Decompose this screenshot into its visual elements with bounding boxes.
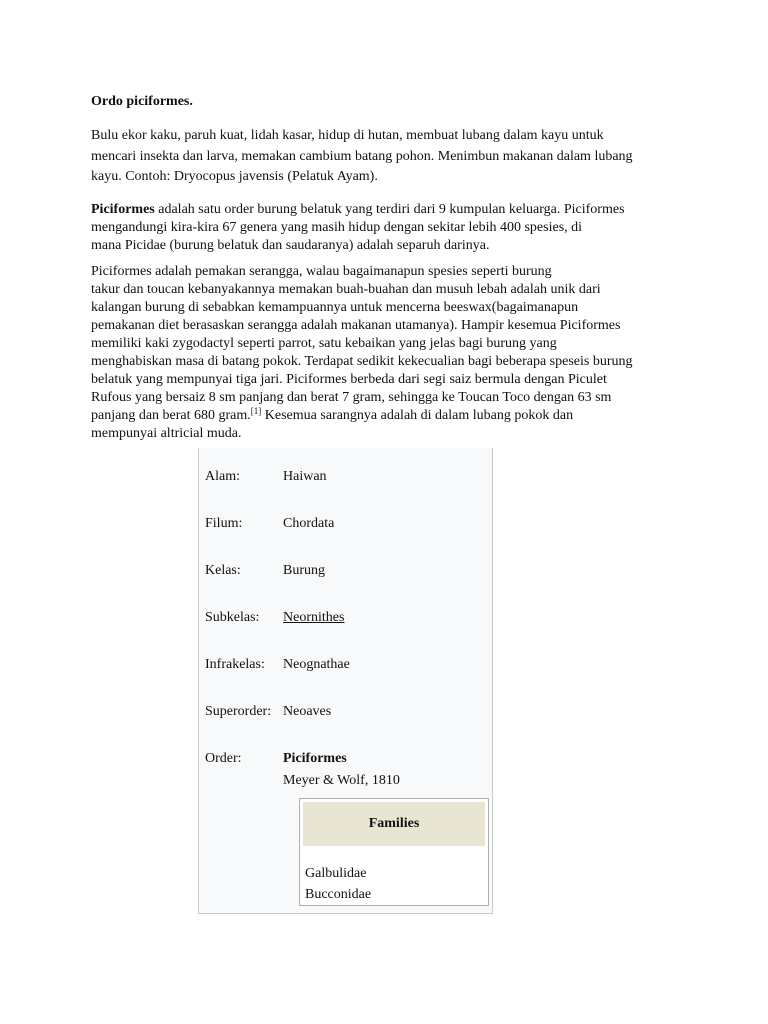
text-line: menghabiskan masa di batang pokok. Terdapat sedikit kekecualian bagi beberapa speseis burung	[91, 354, 633, 369]
text-run: Kesemua sarangnya adalah di dalam lubang pokok dan	[261, 408, 574, 423]
taxonomy-label: Kelas:	[205, 563, 241, 578]
taxonomy-label: Infrakelas:	[205, 657, 265, 672]
text-line: kayu. Contoh: Dryocopus javensis (Pelatuk Ayam).	[91, 169, 378, 184]
families-box	[299, 798, 489, 906]
bold-term: Piciformes	[91, 202, 155, 217]
text-line	[91, 201, 681, 219]
section-heading: Ordo piciformes.	[91, 94, 193, 109]
text-line: mana Picidae (burung belatuk dan saudaranya) adalah separuh darinya.	[91, 238, 490, 253]
text-line: Bulu ekor kaku, paruh kuat, lidah kasar, hidup di hutan, membuat lubang dalam kayu untuk	[91, 128, 604, 143]
text-line: pemakanan diet berasaskan serangga adalah makanan utamanya). Hampir kesemua Piciformes	[91, 318, 621, 333]
text-line: Piciformes adalah pemakan serangga, walau bagaimanapun spesies seperti burung	[91, 264, 552, 279]
text-line: mencari insekta dan larva, memakan cambium batang pohon. Menimbun makanan dalam lubang	[91, 148, 633, 164]
taxonomy-label: Filum:	[205, 516, 243, 531]
paragraph-ordo-description	[91, 126, 681, 188]
text-line: kalangan burung di sebabkan kemampuannya untuk mencerna beeswax(bagaimanapun	[91, 300, 579, 315]
taxonomy-infobox	[198, 448, 493, 914]
taxonomy-authority: Meyer & Wolf, 1810	[283, 773, 400, 788]
text-line: belatuk yang mempunyai tiga jari. Piciformes berbeda dari segi saiz bermula dengan Piculet	[91, 372, 607, 387]
family-item: Galbulidae	[305, 866, 367, 881]
paragraph-piciformes-intro	[91, 201, 681, 255]
taxonomy-value: Chordata	[283, 516, 335, 531]
text-line: takur dan toucan kebanyakannya memakan buah-buahan dan musuh lebah adalah unik dari	[91, 282, 601, 297]
taxonomy-label: Subkelas:	[205, 610, 260, 625]
footnote-link[interactable]: [1]	[250, 406, 262, 416]
taxonomy-label: Alam:	[205, 469, 240, 484]
taxonomy-label: Superorder:	[205, 704, 272, 719]
text-line: Rufous yang bersaiz 8 sm panjang dan berat 7 gram, sehingga ke Toucan Toco dengan 63 sm	[91, 390, 612, 405]
taxonomy-value: Neoaves	[283, 704, 332, 719]
text-line: mengandungi kira-kira 67 genera yang masih hidup dengan sekitar lebih 400 spesies, di	[91, 220, 583, 235]
neornithes-link[interactable]: Neornithes	[283, 610, 345, 625]
text-line	[91, 407, 691, 425]
taxonomy-value: Piciformes	[283, 751, 347, 766]
taxonomy-value: Burung	[283, 563, 325, 578]
text-run: adalah satu order burung belatuk yang terdiri dari 9 kumpulan keluarga. Piciformes	[154, 202, 625, 217]
paragraph-piciformes-diet	[91, 263, 691, 443]
families-header: Families	[303, 802, 485, 846]
family-item: Bucconidae	[305, 887, 372, 902]
taxonomy-value: Neognathae	[283, 657, 350, 672]
text-line: mempunyai altricial muda.	[91, 426, 242, 441]
text-run: panjang dan berat 680 gram.	[91, 408, 251, 423]
taxonomy-value: Haiwan	[283, 469, 327, 484]
taxonomy-label: Order:	[205, 751, 242, 766]
text-line: memiliki kaki zygodactyl seperti parrot, satu kebaikan yang jelas bagi burung yang	[91, 336, 557, 351]
